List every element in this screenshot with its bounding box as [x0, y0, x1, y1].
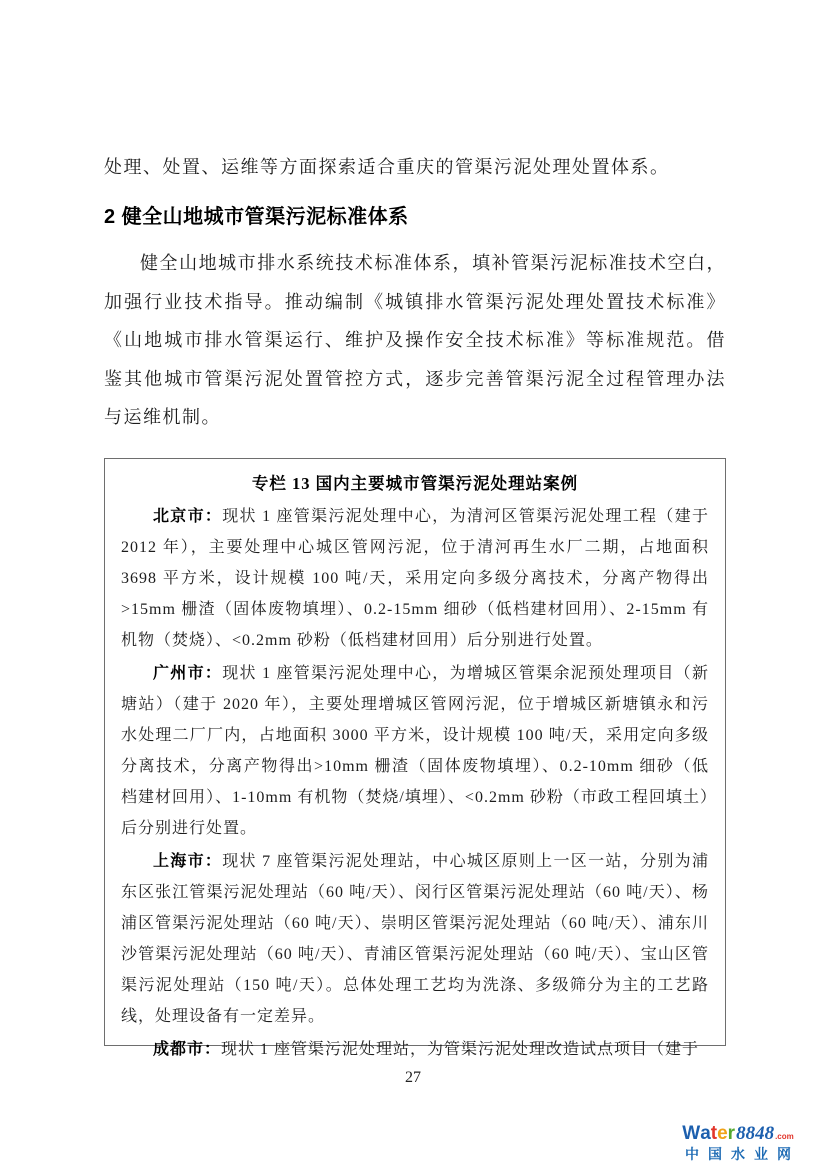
page-number: 27	[405, 1069, 421, 1086]
page-content	[104, 148, 726, 1058]
case-paragraph-beijing	[121, 501, 709, 656]
city-label-chengdu: 成都市：	[153, 1040, 222, 1058]
case-paragraph-guangzhou	[121, 658, 709, 844]
city-label-beijing: 北京市：	[153, 507, 223, 525]
city-label-guangzhou: 广州市：	[153, 664, 223, 682]
logo-letter-w: W	[682, 1123, 701, 1144]
case-text-guangzhou: 现状 1 座管渠污泥处理中心，为增城区管渠余泥预处理项目（新塘站）（建于 2020 年），主要处理增城区管网污泥，位于增城区新塘镇永和污水处理二厂厂内，占地面积 3000 平方米，设计规模 100 吨/天，采用定向多级分离技术，分离产物得出>10mm 栅渣（固体废物填埋）、0.2-10mm 细砂（低档建材回用）、1-10mm 有机物（焚烧/填埋）、<0.2mm 砂粉（市政工程回填土）后分别进行处置。	[121, 664, 709, 837]
case-text-chengdu: 现状 1 座管渠污泥处理站，为管渠污泥处理改造试点项目（建于	[221, 1040, 700, 1058]
section-heading: 2 健全山地城市管渠污泥标准体系	[104, 206, 409, 228]
logo-wordmark	[656, 1124, 820, 1143]
logo-letter-a: a	[700, 1123, 711, 1144]
logo-letter-r: r	[727, 1123, 736, 1144]
logo-subtitle: 中国水业网	[685, 1146, 800, 1162]
logo-number: 8848	[736, 1123, 775, 1144]
logo-domain-suffix: .com	[775, 1132, 794, 1141]
city-label-shanghai: 上海市：	[153, 852, 223, 870]
case-paragraph-shanghai	[121, 846, 709, 1032]
paragraph-continuation: 处理、处置、运维等方面探索适合重庆的管渠污泥处理处置体系。	[104, 157, 670, 177]
case-text-shanghai: 现状 7 座管渠污泥处理站，中心城区原则上一区一站，分别为浦东区张江管渠污泥处理站（60 吨/天）、闵行区管渠污泥处理站（60 吨/天）、杨浦区管渠污泥处理站（60 吨/天）、崇明区管渠污泥处理站（60 吨/天）、浦东川沙管渠污泥处理站（60 吨/天）、青浦区管渠污泥处理站（60 吨/天）、宝山区管渠污泥处理站（150 吨/天）。总体处理工艺均为洗涤、多级筛分为主的工艺路线，处理设备有一定差异。	[121, 852, 709, 1025]
logo-letter-t: t	[710, 1123, 718, 1144]
logo-letter-e: e	[717, 1123, 728, 1144]
section-paragraph: 健全山地城市排水系统技术标准体系，填补管渠污泥标准技术空白，加强行业技术指导。推动编制《城镇排水管渠污泥处理处置技术标准》《山地城市排水管渠运行、维护及操作安全技术标准》等标准规范。借鉴其他城市管渠污泥处置管控方式，逐步完善管渠污泥全过程管理办法与运维机制。	[104, 253, 726, 427]
case-study-box	[104, 458, 726, 1058]
water8848-logo[interactable]	[656, 1124, 820, 1161]
case-box-title: 专栏 13 国内主要城市管渠污泥处理站案例	[251, 473, 579, 493]
case-text-beijing: 现状 1 座管渠污泥处理中心，为清河区管渠污泥处理工程（建于 2012 年），主要处理中心城区管网污泥，位于清河再生水厂二期，占地面积 3698 平方米，设计规模 100 吨/天，采用定向多级分离技术，分离产物得出>15mm 栅渣（固体废物填埋）、0.2-15mm 细砂（低档建材回用）、2-15mm 有机物（焚烧）、<0.2mm 砂粉（低档建材回用）后分别进行处置。	[121, 507, 709, 649]
case-paragraph-chengdu	[121, 1034, 709, 1065]
